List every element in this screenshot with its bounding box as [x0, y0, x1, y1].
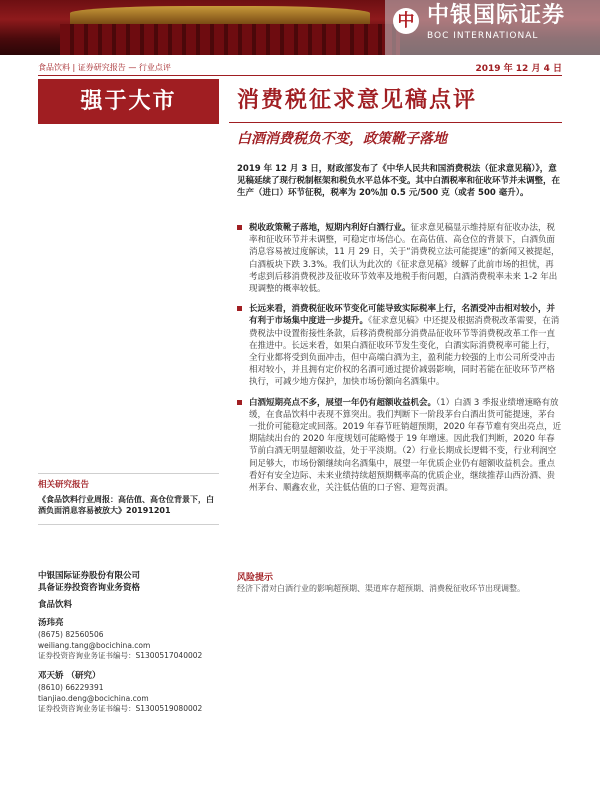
- banner-roof-image: [70, 6, 370, 24]
- analyst-card: [38, 670, 219, 715]
- analyst-email[interactable]: weiliang.tang@bocichina.com: [38, 640, 151, 650]
- key-point-body: （1）白酒 3 季报业绩增速略有放缓，在食品饮料中表现不算突出。我们判断下一阶段茅台白酒出货可能提速，茅台一批价可能稳定或回落。2019 年春节旺销超预期，2020 年春节难有突出亮点，近期陆续出台的 2020 年度规划可能略慢于 19 年增速。因此我们判断，2020 年春节前白酒无明显超额收益，处于平淡期。（2）行业长期成长逻辑不变，行业利润空间足够大，市场份额继续向名酒集中，展望一年优质企业仍有超额收益机会。重点看好有安全边际、未来业绩持续超预期概率高的优质企业，继续推荐山西汾酒、贵州茅台、顺鑫农业，关注低估值的口子窖、迎驾贡酒。: [249, 397, 562, 494]
- brand-name-cn: 中银国际证券: [427, 3, 566, 28]
- key-point-body: 征求意见稿显示维持原有征收办法，税率和征收环节并未调整，可稳定市场信心。在高估值、高仓位的背景下，白酒负面消息容易被过度解读，11 月 29 日，关于“消费税立法可能提速”的新闻又被提起，白酒板块下跌 3.3%。我们认为此次的《征求意见稿》缓解了此前市场的担忧，再考虑到后移消费税涉及征收环节效率及地税手衔问题，白酒消费税率未来 1-2 年出现调整的概率较低。: [249, 223, 560, 295]
- key-point-lead: 税收政策靴子落地，短期内利好白酒行业。: [249, 223, 411, 233]
- analyst-phone: (8610) 66229391: [38, 683, 104, 692]
- analyst-name: 邓天娇 （研究）: [38, 671, 101, 681]
- report-date: 2019 年 12 月 4 日: [475, 64, 562, 74]
- brand-logo: [385, 0, 600, 55]
- key-point-body: 《征求意见稿》中还提及根据消费税改革需要，在消费税法中设置衔接性条款，后移消费税部分消费品征收环节等消费税改革工作一直在推进中。长远来看，如果白酒征收环节发生变化，白酒实际消费税率可能上行，全行业都将受到负面冲击，但中高端白酒为主，盈利能力较强的上市公司所受冲击相对较小，并且拥有定价权的名酒可通过提价减弱影响，同时若能在征收环节严格执行，可减少地方保护，加快市场份额向名酒集中。: [249, 316, 560, 388]
- page-title: 消费税征求意见稿点评: [237, 88, 478, 113]
- sidebar-divider: [38, 473, 219, 474]
- key-point: [237, 397, 562, 495]
- header-banner: [0, 0, 600, 55]
- page-subtitle: 白酒消费税负不变，政策靴子落地: [237, 131, 447, 147]
- analyst-phone: (8675) 82560506: [38, 630, 104, 639]
- title-divider: [229, 122, 562, 123]
- header-divider: [38, 75, 562, 76]
- key-point: [237, 222, 562, 295]
- related-reports-title: 相关研究报告: [38, 480, 90, 490]
- key-point-lead: 白酒短期亮点不多，展望一年仍有超额收益机会。: [249, 397, 437, 408]
- key-point-lead: 长远来看，消费税征收环节变化可能导致实际税率上行，名酒受冲击相对较小，并有利于市场集中度进一步提升。: [249, 304, 556, 327]
- bullet-square-icon: [237, 225, 242, 230]
- analyst-cert: 证券投资咨询业务证书编号：S1300517040002: [38, 651, 203, 660]
- banner-hall-image: [60, 24, 400, 55]
- risk-title: 风险提示: [237, 573, 274, 583]
- brand-name-en: BOC INTERNATIONAL: [427, 31, 539, 41]
- analyst-card: [38, 617, 219, 662]
- analyst-email[interactable]: tianjiao.deng@bocichina.com: [38, 693, 149, 703]
- related-report-link[interactable]: 《食品饮料行业周报：高估值、高仓位背景下，白酒负面消息容易被放大》20191201: [38, 495, 214, 515]
- sector-label: 食品饮料: [38, 600, 73, 610]
- bullet-square-icon: [237, 306, 242, 311]
- key-points: [237, 222, 562, 502]
- bank-of-china-logo-icon: 中: [393, 8, 419, 34]
- analyst-name: 汤玮亮: [38, 618, 64, 628]
- breadcrumb: 食品饮料 | 证券研究报告 — 行业点评: [38, 63, 171, 72]
- bullet-square-icon: [237, 400, 242, 405]
- key-point: [237, 303, 562, 388]
- sidebar-divider: [38, 524, 219, 525]
- rating-label: 强于大市: [80, 89, 177, 114]
- rating-box: [38, 79, 219, 124]
- company-info: 中银国际证券股份有限公司 具备证券投资咨询业务资格: [38, 571, 141, 593]
- analyst-cert: 证券投资咨询业务证书编号：S1300519080002: [38, 704, 203, 713]
- intro-paragraph: 2019 年 12 月 3 日，财政部发布了《中华人民共和国消费税法（征求意见稿）》，意见稿延续了现行税制框架和税负水平总体不变。其中白酒税率和征收环节并未调整，在生产（进口）环节征税，税率为 20%加 0.5 元/500 克（或者 500 毫升）。: [237, 164, 561, 199]
- risk-text: 经济下滑对白酒行业的影响超预期、渠道库存超预期、消费税征收环节出现调整。: [237, 584, 525, 593]
